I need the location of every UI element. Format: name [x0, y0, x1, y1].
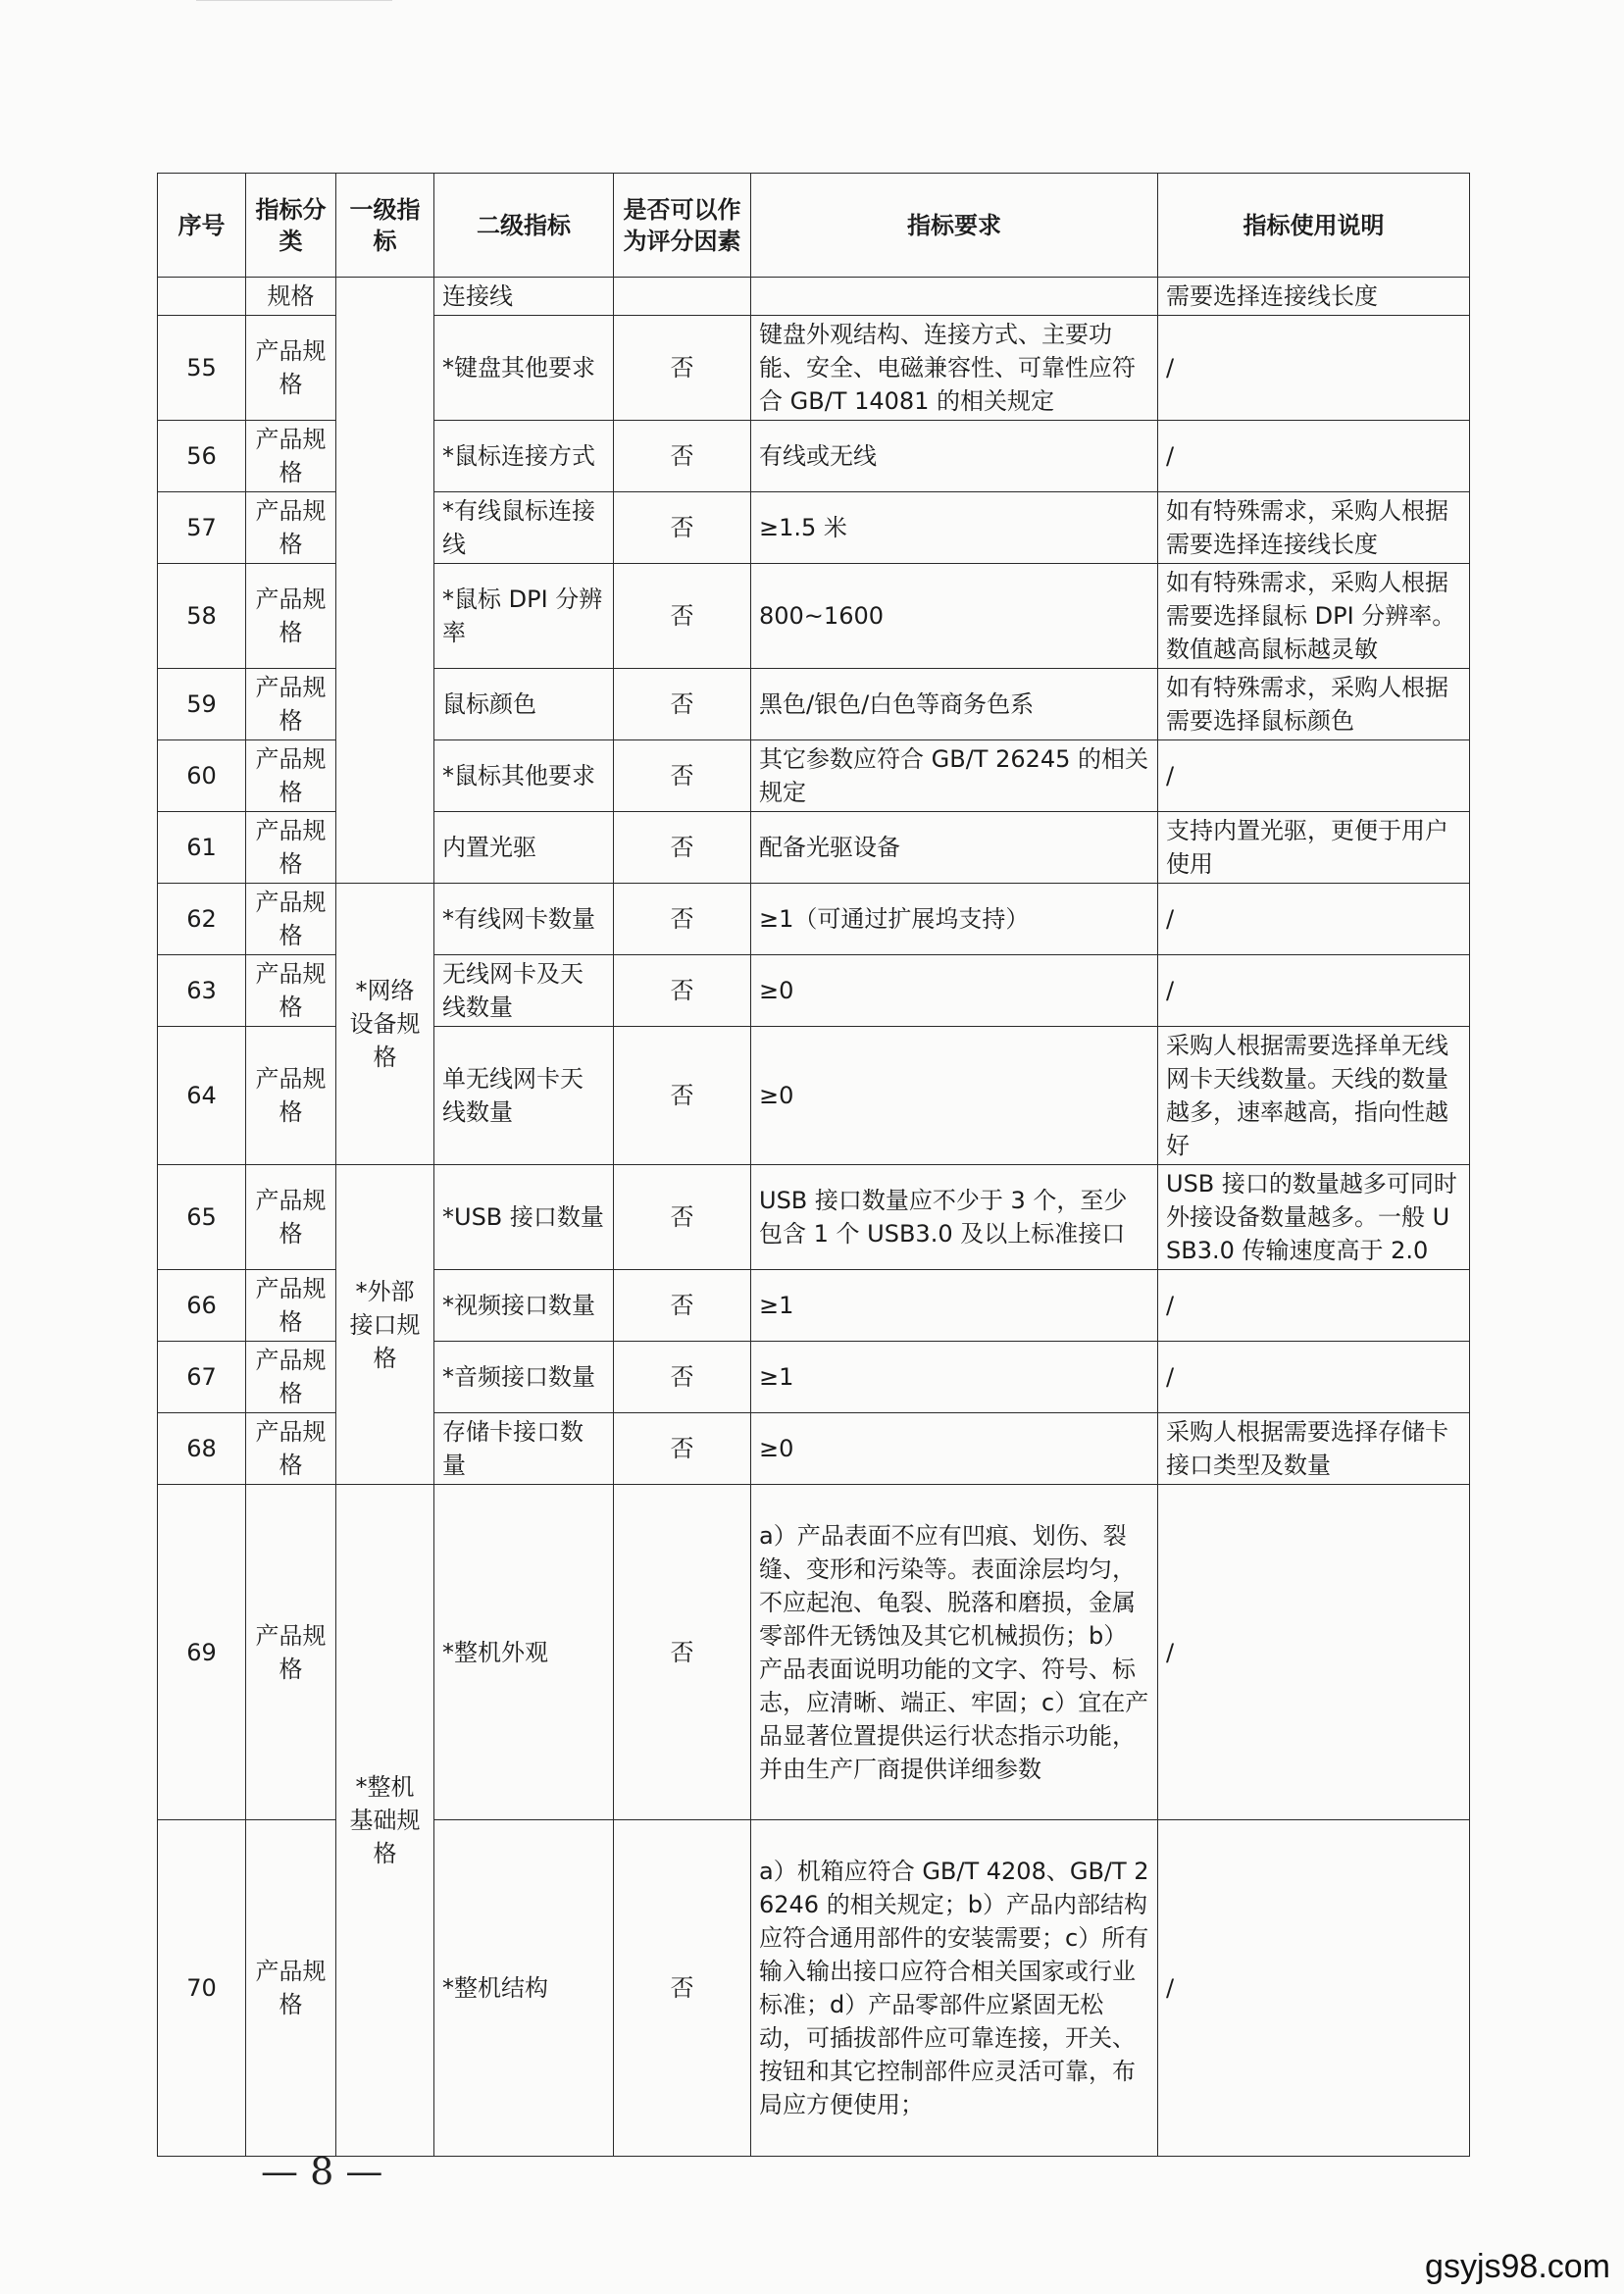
- cell-category: 产品规格: [246, 492, 336, 564]
- cell-usage-note: /: [1158, 1342, 1470, 1413]
- cell-requirement: ≥1: [751, 1270, 1158, 1342]
- table-row: [158, 1485, 1470, 1820]
- cell-requirement: 800~1600: [751, 564, 1158, 669]
- cell-no: 60: [158, 740, 246, 812]
- cell-level2: *鼠标其他要求: [434, 740, 614, 812]
- cell-no: 58: [158, 564, 246, 669]
- cell-category: 产品规格: [246, 955, 336, 1027]
- spec-table-container: [157, 173, 1469, 2157]
- cell-requirement: ≥0: [751, 1027, 1158, 1165]
- cell-no: 55: [158, 316, 246, 421]
- cell-no: 69: [158, 1485, 246, 1820]
- header-category: 指标分类: [246, 174, 336, 278]
- cell-usage-note: /: [1158, 955, 1470, 1027]
- cell-requirement: ≥1: [751, 1342, 1158, 1413]
- cell-requirement: ≥0: [751, 955, 1158, 1027]
- site-watermark: gsyjs98.com: [1425, 2248, 1610, 2285]
- cell-category: 产品规格: [246, 812, 336, 884]
- cell-level1-external: *外部接口规格: [336, 1165, 434, 1485]
- cell-requirement: 其它参数应符合 GB/T 26245 的相关规定: [751, 740, 1158, 812]
- cell-scoring: 否: [614, 1342, 751, 1413]
- cell-scoring: [614, 278, 751, 316]
- cell-usage-note: 如有特殊需求，采购人根据需要选择鼠标 DPI 分辨率。数值越高鼠标越灵敏: [1158, 564, 1470, 669]
- cell-scoring: 否: [614, 1270, 751, 1342]
- cell-category: 产品规格: [246, 1342, 336, 1413]
- cell-scoring: 否: [614, 1413, 751, 1485]
- cell-scoring: 否: [614, 316, 751, 421]
- cell-category: 产品规格: [246, 1165, 336, 1270]
- cell-no: 61: [158, 812, 246, 884]
- cell-usage-note: 支持内置光驱，更便于用户使用: [1158, 812, 1470, 884]
- cell-level2: 鼠标颜色: [434, 669, 614, 740]
- table-row: [158, 278, 1470, 316]
- cell-category: 产品规格: [246, 1820, 336, 2157]
- header-requirement: 指标要求: [751, 174, 1158, 278]
- cell-usage-note: /: [1158, 1820, 1470, 2157]
- scan-edge-mark: [196, 0, 392, 11]
- cell-usage-note: /: [1158, 421, 1470, 492]
- header-scoring: 是否可以作为评分因素: [614, 174, 751, 278]
- cell-category: 产品规格: [246, 564, 336, 669]
- cell-requirement: USB 接口数量应不少于 3 个，至少包含 1 个 USB3.0 及以上标准接口: [751, 1165, 1158, 1270]
- cell-usage-note: /: [1158, 316, 1470, 421]
- cell-requirement: a）机箱应符合 GB/T 4208、GB/T 26246 的相关规定；b）产品内部结构应符合通用部件的安装需要；c）所有输入输出接口应符合相关国家或行业标准；d）产品零部件应紧固无松动，可插拔部件应可靠连接，开关、按钮和其它控制部件应灵活可靠，布局应方便使用；: [751, 1820, 1158, 2157]
- cell-category: 产品规格: [246, 884, 336, 955]
- cell-usage-note: 需要选择连接线长度: [1158, 278, 1470, 316]
- cell-level2: *音频接口数量: [434, 1342, 614, 1413]
- cell-scoring: 否: [614, 492, 751, 564]
- cell-usage-note: /: [1158, 1485, 1470, 1820]
- table-header-row: [158, 174, 1470, 278]
- cell-level2: 连接线: [434, 278, 614, 316]
- cell-no: 56: [158, 421, 246, 492]
- cell-level1-network: *网络设备规格: [336, 884, 434, 1165]
- cell-no: 59: [158, 669, 246, 740]
- cell-usage-note: /: [1158, 740, 1470, 812]
- cell-usage-note: /: [1158, 1270, 1470, 1342]
- cell-scoring: 否: [614, 564, 751, 669]
- cell-usage-note: 如有特殊需求，采购人根据需要选择鼠标颜色: [1158, 669, 1470, 740]
- cell-scoring: 否: [614, 1485, 751, 1820]
- cell-level2: 内置光驱: [434, 812, 614, 884]
- cell-no: 63: [158, 955, 246, 1027]
- header-usage-note: 指标使用说明: [1158, 174, 1470, 278]
- cell-level2: *整机外观: [434, 1485, 614, 1820]
- cell-level2: *鼠标 DPI 分辨率: [434, 564, 614, 669]
- cell-category: 产品规格: [246, 1485, 336, 1820]
- header-level2: 二级指标: [434, 174, 614, 278]
- cell-usage-note: 采购人根据需要选择存储卡接口类型及数量: [1158, 1413, 1470, 1485]
- cell-level2: *鼠标连接方式: [434, 421, 614, 492]
- cell-level2: *视频接口数量: [434, 1270, 614, 1342]
- cell-scoring: 否: [614, 740, 751, 812]
- cell-requirement: 黑色/银色/白色等商务色系: [751, 669, 1158, 740]
- cell-no: 64: [158, 1027, 246, 1165]
- cell-scoring: 否: [614, 421, 751, 492]
- cell-scoring: 否: [614, 812, 751, 884]
- page-number: — 8 —: [261, 2150, 383, 2193]
- cell-requirement: ≥1（可通过扩展坞支持）: [751, 884, 1158, 955]
- cell-requirement: 有线或无线: [751, 421, 1158, 492]
- cell-requirement: ≥1.5 米: [751, 492, 1158, 564]
- cell-level2: *键盘其他要求: [434, 316, 614, 421]
- cell-usage-note: /: [1158, 884, 1470, 955]
- cell-no: 70: [158, 1820, 246, 2157]
- cell-requirement: [751, 278, 1158, 316]
- cell-scoring: 否: [614, 955, 751, 1027]
- cell-requirement: 配备光驱设备: [751, 812, 1158, 884]
- cell-no: 65: [158, 1165, 246, 1270]
- cell-level2: *有线鼠标连接线: [434, 492, 614, 564]
- cell-category: 产品规格: [246, 316, 336, 421]
- cell-level2: 存储卡接口数量: [434, 1413, 614, 1485]
- cell-scoring: 否: [614, 1027, 751, 1165]
- cell-scoring: 否: [614, 884, 751, 955]
- cell-no: [158, 278, 246, 316]
- cell-scoring: 否: [614, 1820, 751, 2157]
- spec-table: [157, 173, 1470, 2157]
- cell-usage-note: 如有特殊需求，采购人根据需要选择连接线长度: [1158, 492, 1470, 564]
- cell-level2: 无线网卡及天线数量: [434, 955, 614, 1027]
- cell-level1-empty: [336, 278, 434, 884]
- table-row: [158, 1165, 1470, 1270]
- header-level1: 一级指标: [336, 174, 434, 278]
- header-no: 序号: [158, 174, 246, 278]
- cell-no: 57: [158, 492, 246, 564]
- cell-category: 产品规格: [246, 1413, 336, 1485]
- cell-usage-note: USB 接口的数量越多可同时外接设备数量越多。一般 USB3.0 传输速度高于 2.0: [1158, 1165, 1470, 1270]
- cell-category: 产品规格: [246, 669, 336, 740]
- cell-level2: *USB 接口数量: [434, 1165, 614, 1270]
- cell-category: 产品规格: [246, 421, 336, 492]
- cell-no: 67: [158, 1342, 246, 1413]
- cell-category: 产品规格: [246, 1270, 336, 1342]
- cell-category: 产品规格: [246, 1027, 336, 1165]
- cell-requirement: a）产品表面不应有凹痕、划伤、裂缝、变形和污染等。表面涂层均匀，不应起泡、龟裂、脱落和磨损，金属零部件无锈蚀及其它机械损伤；b）产品表面说明功能的文字、符号、标志，应清晰、端正、牢固；c）宜在产品显著位置提供运行状态指示功能，并由生产厂商提供详细参数: [751, 1485, 1158, 1820]
- cell-level2: 单无线网卡天线数量: [434, 1027, 614, 1165]
- cell-no: 62: [158, 884, 246, 955]
- cell-requirement: 键盘外观结构、连接方式、主要功能、安全、电磁兼容性、可靠性应符合 GB/T 14081 的相关规定: [751, 316, 1158, 421]
- cell-usage-note: 采购人根据需要选择单无线网卡天线数量。天线的数量越多，速率越高，指向性越好: [1158, 1027, 1470, 1165]
- cell-requirement: ≥0: [751, 1413, 1158, 1485]
- cell-category: 产品规格: [246, 740, 336, 812]
- cell-no: 68: [158, 1413, 246, 1485]
- cell-no: 66: [158, 1270, 246, 1342]
- cell-level2: *有线网卡数量: [434, 884, 614, 955]
- cell-scoring: 否: [614, 669, 751, 740]
- cell-level2: *整机结构: [434, 1820, 614, 2157]
- cell-category: 规格: [246, 278, 336, 316]
- cell-scoring: 否: [614, 1165, 751, 1270]
- cell-level1-base: *整机基础规格: [336, 1485, 434, 2157]
- table-row: [158, 884, 1470, 955]
